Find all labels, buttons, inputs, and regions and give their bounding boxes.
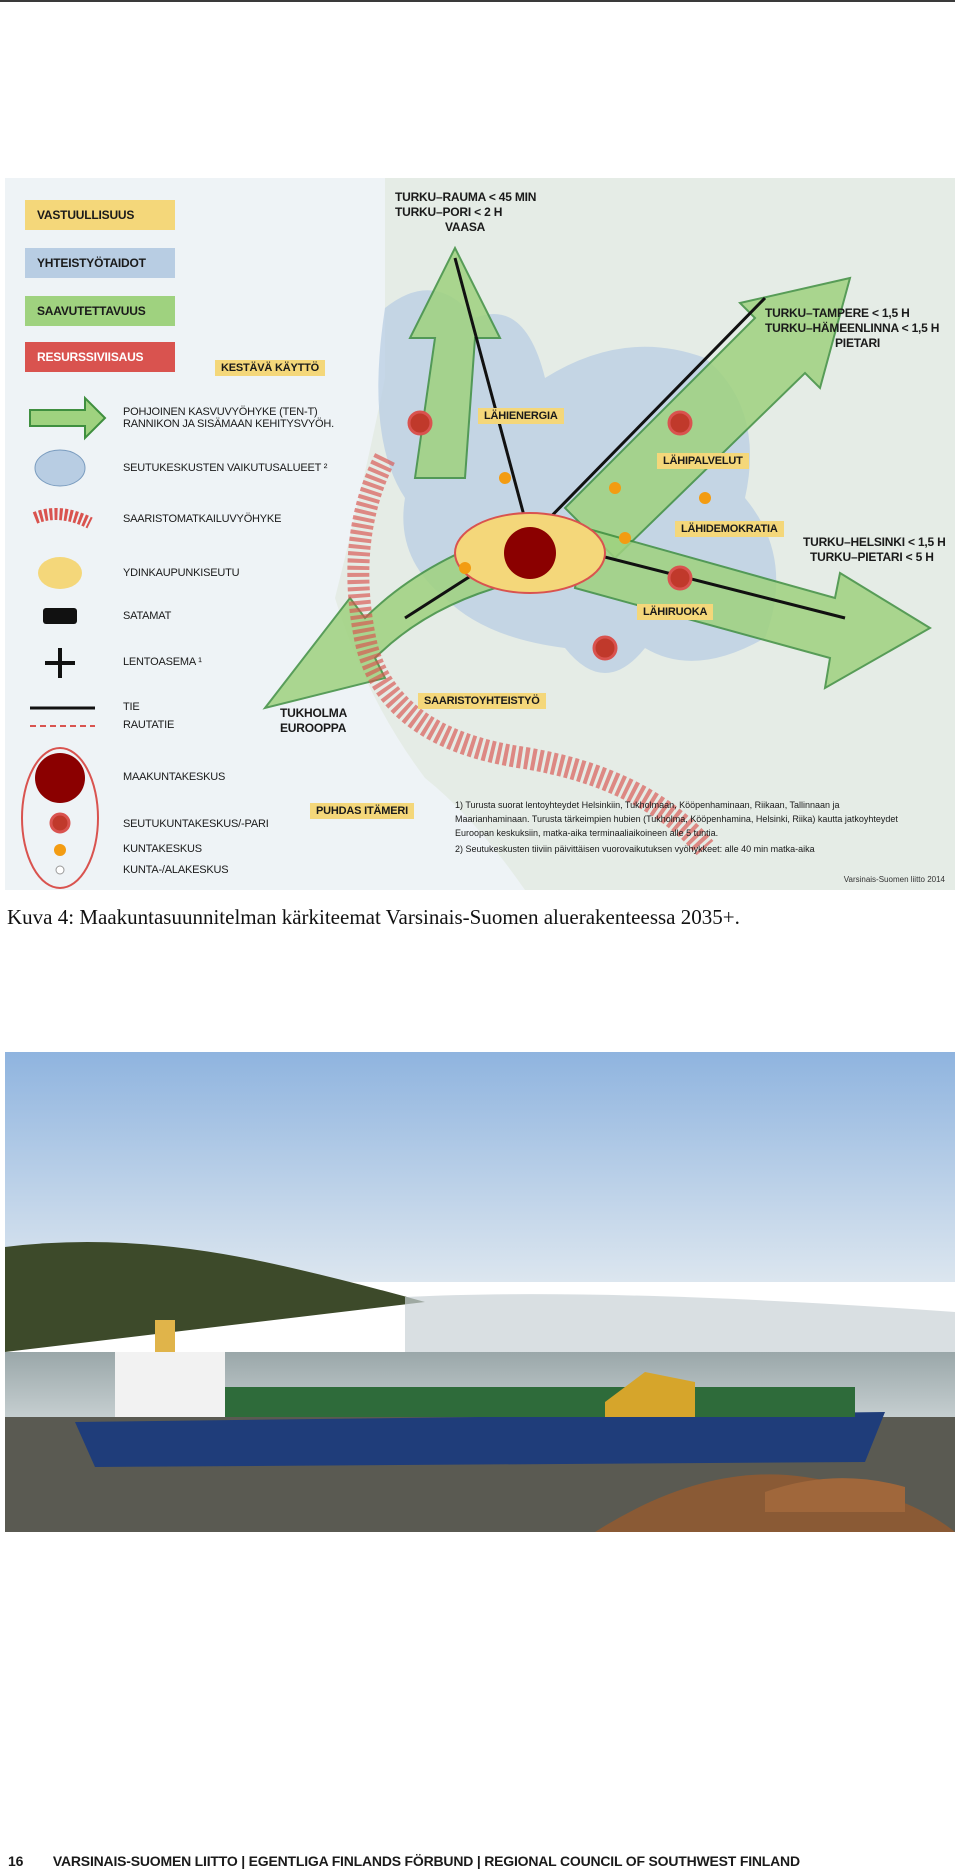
legend-alakeskus: KUNTA-/ALAKESKUS — [123, 864, 229, 876]
map-artwork — [5, 178, 955, 890]
label-vaasa: VAASA — [445, 220, 486, 234]
top-rule — [0, 0, 955, 2]
label-tukholma: TUKHOLMA — [280, 706, 348, 720]
legend-seutukuntakeskus: SEUTUKUNTAKESKUS/-PARI — [123, 818, 269, 830]
legend-saaristomatkailu: SAARISTOMATKAILUVYÖHYKE — [123, 513, 282, 525]
harbor-photo-artwork — [5, 1052, 955, 1532]
label-turku-rauma: TURKU–RAUMA < 45 MIN — [395, 190, 537, 204]
label-turku-helsinki: TURKU–HELSINKI < 1,5 H — [803, 535, 946, 549]
label-turku-tampere: TURKU–TAMPERE < 1,5 H — [765, 306, 910, 320]
page-footer — [8, 1853, 800, 1869]
legend-yhteistyotaidot: YHTEISTYÖTAIDOT — [25, 248, 175, 278]
legend-satamat: SATAMAT — [123, 610, 172, 622]
label-lahipalvelut: LÄHIPALVELUT — [657, 453, 749, 469]
regional-center-marker — [504, 527, 556, 579]
label-turku-hameenlinna: TURKU–HÄMEENLINNA < 1,5 H — [765, 321, 940, 335]
legend-kuntakeskus: KUNTAKESKUS — [123, 843, 202, 855]
legend-ydinkaupunkiseutu: YDINKAUPUNKISEUTU — [123, 567, 240, 579]
legend-lentoasema: LENTOASEMA ¹ — [123, 656, 202, 668]
legend-resurssiviisaus: RESURSSIVIISAUS — [25, 342, 175, 372]
footer-organization: VARSINAIS-SUOMEN LIITTO | EGENTLIGA FINLANDS FÖRBUND | REGIONAL COUNCIL OF SOUTHWEST FINLAND — [52, 1853, 800, 1869]
label-eurooppa: EUROOPPA — [280, 721, 347, 735]
label-lahidemokratia: LÄHIDEMOKRATIA — [675, 521, 784, 537]
legend-puhdas-itameri: PUHDAS ITÄMERI — [310, 803, 414, 819]
harbor-photo — [5, 1052, 955, 1532]
figure-caption: Kuva 4: Maakuntasuunnitelman kärkiteemat Varsinais-Suomen aluerakenteessa 2035+. — [7, 905, 740, 929]
legend-saavutettavuus: SAAVUTETTAVUUS — [25, 296, 175, 326]
legend-tie: TIE — [123, 701, 140, 713]
legend-rautatie: RAUTATIE — [123, 719, 175, 731]
footnote-1: 1) Turusta suorat lentoyhteydet Helsinkiin, Tukholmaan, Kööpenhaminaan, Riikaan, Tallinnaan ja Maarianhaminaan. Turusta tärkeimpien hubien (Tukholma, Kööpenhamina, Helsinki, Riika) kautta jatkoyhteydet Euroopan keskuksiin, matka-aika terminaaliaikoineen alle 5 tuntia. — [455, 800, 898, 838]
label-lahienergia: LÄHIENERGIA — [478, 408, 564, 424]
legend-kasvuvyohyke: POHJOINEN KASVUVYÖHYKE (TEN-T) RANNIKON JA SISÄMAAN KEHITYSVYÖH. — [123, 406, 335, 430]
legend-maakuntakeskus: MAAKUNTAKESKUS — [123, 771, 226, 783]
label-turku-pietari: TURKU–PIETARI < 5 H — [810, 550, 934, 564]
label-lahiruoka: LÄHIRUOKA — [637, 604, 713, 620]
legend-vastuullisuus: VASTUULLISUUS — [25, 200, 175, 230]
label-saaristoyhteistyo: SAARISTOYHTEISTYÖ — [418, 693, 546, 709]
label-pietari: PIETARI — [835, 336, 881, 350]
regional-structure-map — [5, 178, 955, 890]
label-turku-pori: TURKU–PORI < 2 H — [395, 205, 503, 219]
legend-kestava-kaytto: KESTÄVÄ KÄYTTÖ — [215, 360, 325, 376]
page-number: 16 — [8, 1853, 24, 1869]
map-footnotes — [455, 798, 915, 858]
legend-vaikutusalueet: SEUTUKESKUSTEN VAIKUTUSALUEET ² — [123, 462, 328, 474]
footnote-2: 2) Seutukeskusten tiiviin päivittäisen vuorovaikutuksen vyöhykkeet: alle 40 min matka-aika — [455, 844, 815, 854]
map-credit: Varsinais-Suomen liitto 2014 — [843, 875, 945, 884]
